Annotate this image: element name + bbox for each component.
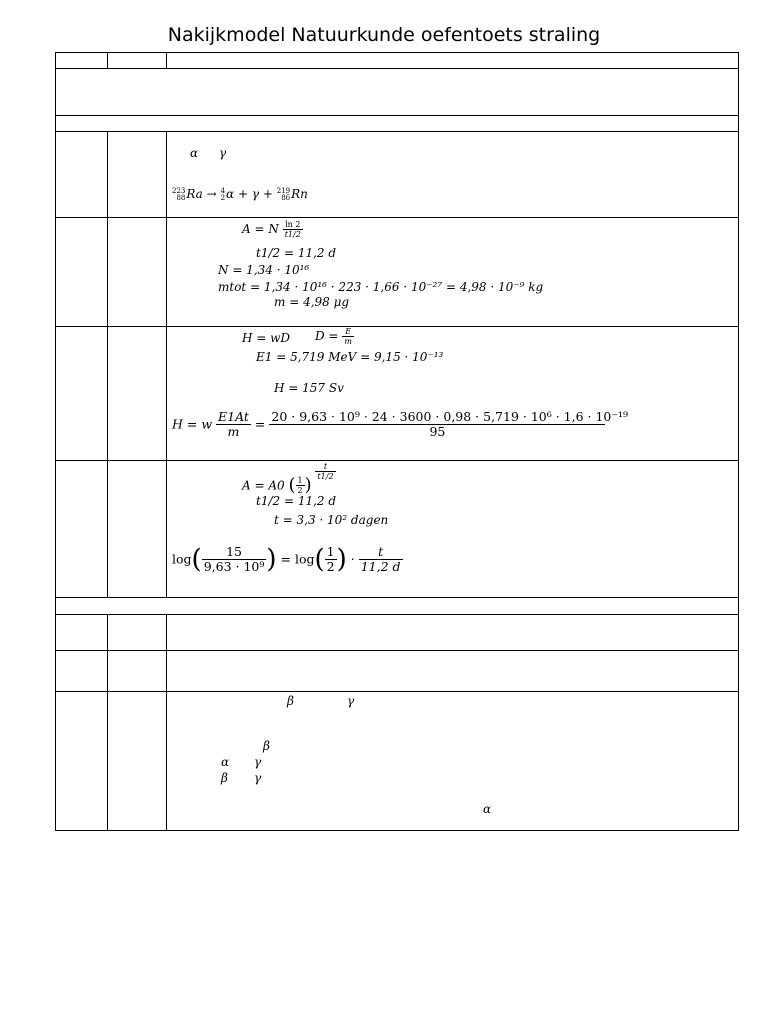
halflife-line: t1/2 = 11,2 d	[256, 246, 337, 260]
column-divider	[107, 53, 108, 69]
gamma-symbol: γ	[219, 146, 227, 160]
row-divider	[56, 115, 738, 116]
row-divider	[56, 217, 738, 218]
beta-symbol: β	[263, 739, 270, 753]
decay-equation: 223 88Ra → 4 2α + γ + 219 86Rn	[172, 186, 308, 202]
d-formula: D = $\frac{E}{m}$	[315, 327, 352, 346]
row-divider	[56, 131, 738, 132]
gamma-symbol: γ	[254, 755, 262, 769]
column-divider	[166, 53, 167, 69]
row-divider	[56, 460, 738, 461]
row-divider	[56, 597, 738, 598]
dose-def: H = wD	[242, 331, 291, 345]
dose-calculation: H = w $\frac{E1At}{m}$ = 20 · 9,63 · 10⁹ · 24 · 3600 · 0,98 · 5,719 · 10⁶ · 1,6 · 10⁻¹⁹ 95	[172, 409, 628, 439]
column-divider	[166, 131, 167, 598]
n-value-line: N = 1,34 · 10¹⁶	[218, 263, 310, 277]
gamma-symbol: γ	[347, 694, 355, 708]
alpha-symbol: α	[483, 802, 492, 816]
gamma-symbol: γ	[254, 771, 262, 785]
mass-line: m = 4,98 μg	[274, 295, 350, 309]
nuclide-ra: 223 88	[172, 186, 186, 202]
mtot-line: mtot = 1,34 · 10¹⁶ · 223 · 1,66 · 10⁻²⁷ = 4,98 · 10⁻⁹ kg	[218, 280, 544, 294]
column-divider	[166, 614, 167, 831]
alpha-symbol: α	[190, 146, 199, 160]
beta-symbol: β	[287, 694, 294, 708]
beta-symbol: β	[221, 771, 228, 785]
log-calculation: log( $\frac{15}{\text{9,63 · 10⁹}}$ ) = log( $\frac{1}{2}$ ) · $\frac{t}{11,2 d}$	[172, 544, 401, 575]
column-divider	[107, 131, 108, 598]
row-divider	[56, 614, 738, 615]
time-result: t = 3,3 · 10² dagen	[274, 513, 389, 527]
answer-table	[55, 52, 739, 831]
column-divider	[107, 614, 108, 831]
row-divider	[56, 650, 738, 651]
page-title: Nakijkmodel Natuurkunde oefentoets straling	[167, 24, 601, 46]
row-divider	[56, 326, 738, 327]
alpha-symbol: α	[221, 755, 230, 769]
dose-result: H = 157 Sv	[274, 381, 344, 395]
activity-formula: A = N $\frac{\ln 2}{t1/2}$	[242, 220, 301, 239]
row-divider	[56, 691, 738, 692]
halflife-line-2: t1/2 = 11,2 d	[256, 494, 337, 508]
nuclide-alpha: 4 2	[220, 186, 226, 202]
decay-law: A = A0 ( $\frac{1}{2}$ ) $\frac{t}{t1/2}$	[242, 462, 334, 496]
nuclide-rn: 219 86	[276, 186, 291, 202]
row-divider	[56, 68, 738, 69]
energy-line: E1 = 5,719 MeV = 9,15 · 10⁻¹³	[256, 350, 444, 364]
